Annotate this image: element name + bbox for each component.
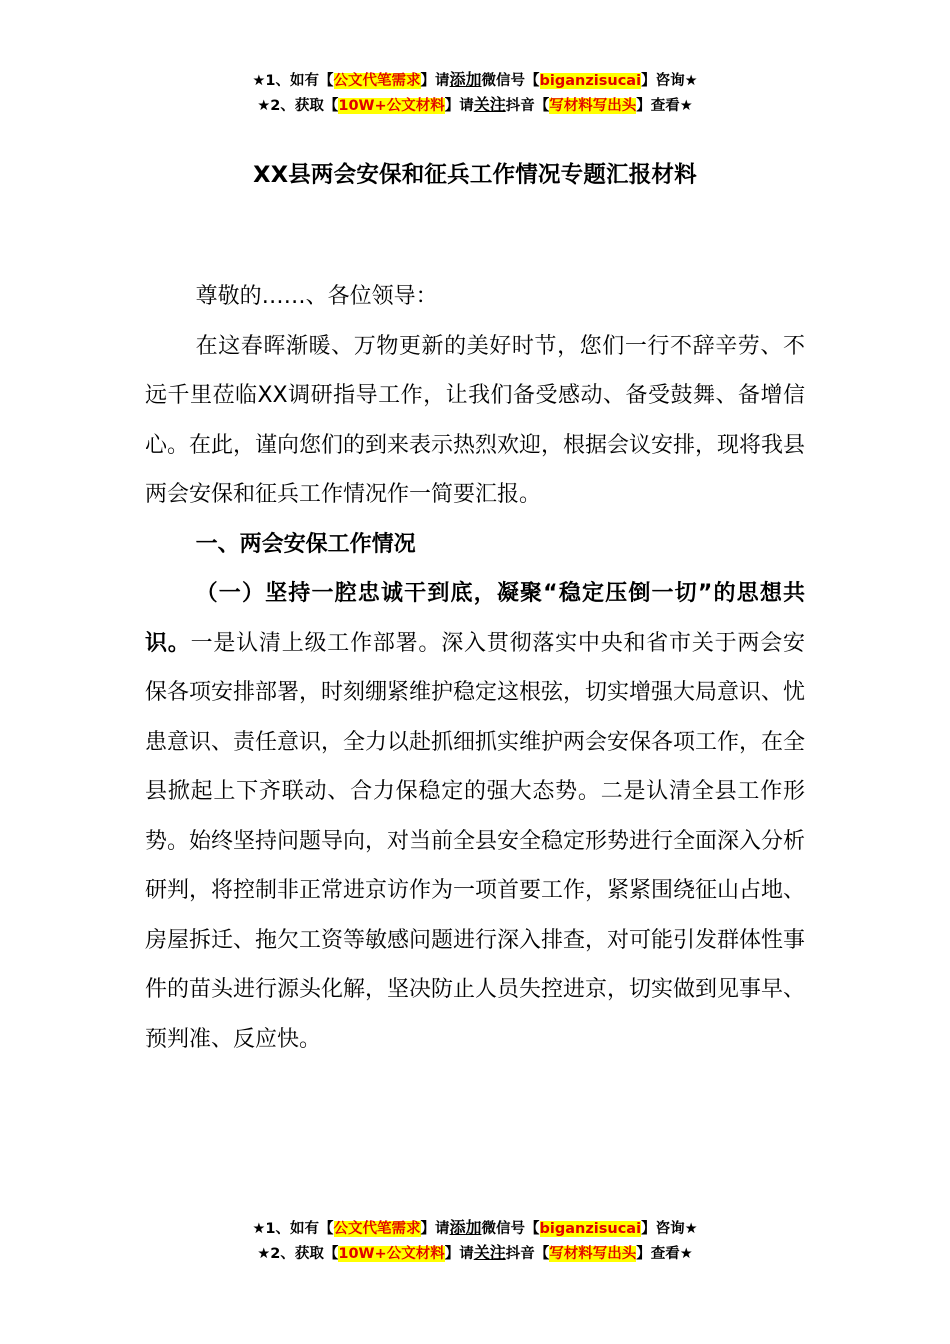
banner-line-1 [0, 1216, 950, 1241]
document-body [145, 272, 805, 1064]
banner-highlight: 公文代笔需求 [333, 1221, 421, 1237]
banner-line-2 [0, 1241, 950, 1266]
banner-emphasis: 关注 [473, 95, 506, 114]
banner-text: 微信号【 [481, 1221, 540, 1237]
banner-text: 】请 [444, 98, 474, 114]
footer-banner [0, 1216, 950, 1266]
banner-highlight: 写材料写出头 [549, 1246, 637, 1262]
banner-text: 抖音【 [505, 98, 550, 114]
section-heading: 一、两会安保工作情况 [195, 531, 416, 557]
banner-emphasis: 添加 [449, 1218, 482, 1237]
banner-emphasis: 关注 [473, 1243, 506, 1262]
banner-line-1 [0, 68, 950, 93]
document-title: XX县两会安保和征兵工作情况专题汇报材料 [253, 162, 697, 188]
banner-text: 】请 [420, 73, 450, 89]
banner-text: 】请 [444, 1246, 474, 1262]
intro-paragraph: 在这春晖渐暖、万物更新的美好时节，您们一行不辞辛劳、不远千里莅临XX调研指导工作，让我们备受感动、备受鼓舞、备增信心。在此，谨向您们的到来表示热烈欢迎，根据会议安排，现将我县两会安保和征兵工作情况作一简要汇报。 [145, 333, 806, 507]
banner-highlight: biganzisucai [539, 1221, 642, 1237]
banner-text: 】咨询★ [641, 1221, 698, 1237]
banner-text: ★2、获取【 [257, 1246, 339, 1262]
subsection-paragraph [145, 569, 805, 1064]
banner-text: 微信号【 [481, 73, 540, 89]
subsection-body: 一是认清上级工作部署。深入贯彻落实中央和省市关于两会安保各项安排部署，时刻绷紧维护稳定这根弦，切实增强大局意识、忧患意识、责任意识，全力以赴抓细抓实维护两会安保各项工作，在全县掀起上下齐联动、合力保稳定的强大态势。二是认清全县工作形势。始终坚持问题导向，对当前全县安全稳定形势进行全面深入分析研判，将控制非正常进京访作为一项首要工作，紧紧围绕征山占地、房屋拆迁、拖欠工资等敏感问题进行深入排查，对可能引发群体性事件的苗头进行源头化解，坚决防止人员失控进京，切实做到见事早、预判准、反应快。 [145, 630, 806, 1052]
banner-text: 】查看★ [636, 1246, 693, 1262]
banner-text: ★1、如有【 [252, 73, 334, 89]
banner-text: ★1、如有【 [252, 1221, 334, 1237]
banner-highlight: 写材料写出头 [549, 98, 637, 114]
header-banner [0, 68, 950, 118]
banner-highlight: 公文代笔需求 [333, 73, 421, 89]
salutation: 尊敬的……、各位领导： [195, 284, 438, 309]
banner-highlight: biganzisucai [539, 73, 642, 89]
banner-text: 抖音【 [505, 1246, 550, 1262]
banner-highlight: 10W+公文材料 [338, 98, 445, 114]
banner-line-2 [0, 93, 950, 118]
subsection-heading: （一）坚持一腔忠诚干到底，凝聚“稳定压倒一切”的思想共识。 [145, 581, 805, 656]
banner-text: 】查看★ [636, 98, 693, 114]
banner-text: 】咨询★ [641, 73, 698, 89]
banner-text: ★2、获取【 [257, 98, 339, 114]
banner-emphasis: 添加 [449, 70, 482, 89]
banner-text: 】请 [420, 1221, 450, 1237]
banner-highlight: 10W+公文材料 [338, 1246, 445, 1262]
